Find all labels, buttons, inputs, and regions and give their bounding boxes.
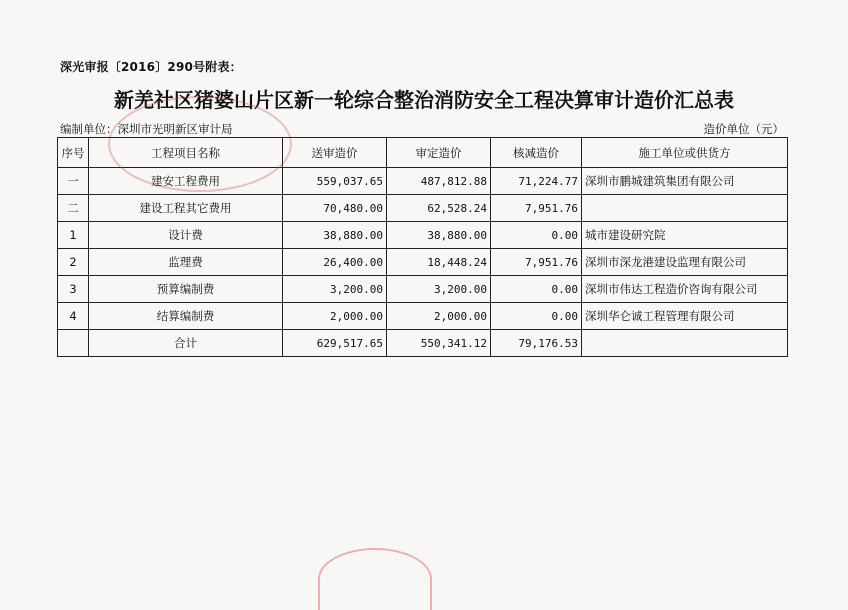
row-project-name: 合计 <box>89 330 283 357</box>
row-contractor: 深圳市深龙港建设监理有限公司 <box>582 249 788 276</box>
row-reduced-cost: 7,951.76 <box>491 195 582 222</box>
row-approved-cost: 38,880.00 <box>387 222 491 249</box>
row-project-name: 结算编制费 <box>89 303 283 330</box>
table-row <box>58 276 788 303</box>
row-submitted-cost: 26,400.00 <box>283 249 387 276</box>
header-approved-cost: 审定造价 <box>387 138 491 168</box>
table-row <box>58 249 788 276</box>
header-submitted-cost: 送审造价 <box>283 138 387 168</box>
row-index: 2 <box>58 249 89 276</box>
row-contractor: 城市建设研究院 <box>582 222 788 249</box>
row-approved-cost: 2,000.00 <box>387 303 491 330</box>
row-project-name: 预算编制费 <box>89 276 283 303</box>
row-reduced-cost: 0.00 <box>491 276 582 303</box>
row-approved-cost: 550,341.12 <box>387 330 491 357</box>
row-reduced-cost: 79,176.53 <box>491 330 582 357</box>
table-row <box>58 195 788 222</box>
row-reduced-cost: 0.00 <box>491 222 582 249</box>
row-project-name: 建设工程其它费用 <box>89 195 283 222</box>
row-approved-cost: 18,448.24 <box>387 249 491 276</box>
row-approved-cost: 487,812.88 <box>387 168 491 195</box>
row-reduced-cost: 71,224.77 <box>491 168 582 195</box>
row-approved-cost: 3,200.00 <box>387 276 491 303</box>
row-reduced-cost: 7,951.76 <box>491 249 582 276</box>
row-submitted-cost: 629,517.65 <box>283 330 387 357</box>
row-submitted-cost: 2,000.00 <box>283 303 387 330</box>
row-submitted-cost: 3,200.00 <box>283 276 387 303</box>
bottom-seal <box>318 548 432 610</box>
table-row <box>58 303 788 330</box>
row-contractor: 深圳市鹏城建筑集团有限公司 <box>582 168 788 195</box>
header-reduced-cost: 核减造价 <box>491 138 582 168</box>
row-contractor <box>582 195 788 222</box>
table-header-row <box>58 138 788 168</box>
row-project-name: 监理费 <box>89 249 283 276</box>
row-index <box>58 330 89 357</box>
row-contractor: 深圳华仑诚工程管理有限公司 <box>582 303 788 330</box>
row-approved-cost: 62,528.24 <box>387 195 491 222</box>
row-index: 3 <box>58 276 89 303</box>
row-reduced-cost: 0.00 <box>491 303 582 330</box>
row-contractor <box>582 330 788 357</box>
row-project-name: 建安工程费用 <box>89 168 283 195</box>
row-index: 1 <box>58 222 89 249</box>
row-index: 一 <box>58 168 89 195</box>
row-contractor: 深圳市伟达工程造价咨询有限公司 <box>582 276 788 303</box>
price-unit: 造价单位（元） <box>703 122 784 136</box>
row-submitted-cost: 559,037.65 <box>283 168 387 195</box>
table-row <box>58 168 788 195</box>
compiler-unit: 编制单位：深圳市光明新区审计局 <box>60 122 233 136</box>
row-project-name: 设计费 <box>89 222 283 249</box>
audit-summary-table <box>57 137 788 357</box>
document-title: 新羌社区猪婆山片区新一轮综合整治消防安全工程决算审计造价汇总表 <box>114 88 734 112</box>
table-total-row <box>58 330 788 357</box>
document-reference: 深光审报〔2016〕290号附表： <box>60 60 242 74</box>
row-index: 4 <box>58 303 89 330</box>
header-contractor: 施工单位或供货方 <box>582 138 788 168</box>
row-submitted-cost: 38,880.00 <box>283 222 387 249</box>
header-index: 序号 <box>58 138 89 168</box>
row-submitted-cost: 70,480.00 <box>283 195 387 222</box>
header-project-name: 工程项目名称 <box>89 138 283 168</box>
row-index: 二 <box>58 195 89 222</box>
table-row <box>58 222 788 249</box>
